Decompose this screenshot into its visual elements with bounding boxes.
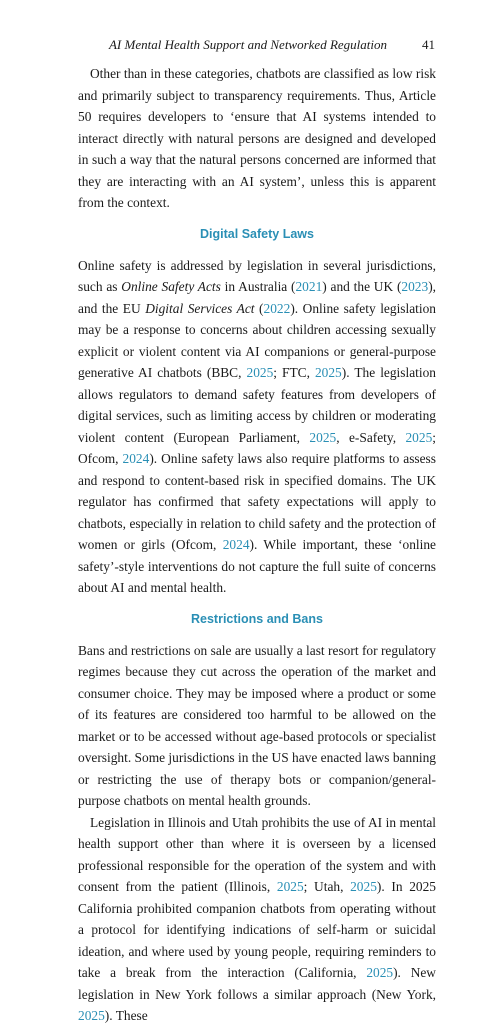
citation-link[interactable]: 2025 [405,429,433,445]
section-heading-digital-safety-laws: Digital Safety Laws [200,226,314,241]
section-heading-restrictions-and-bans: Restrictions and Bans [191,611,323,626]
body-text [78,63,436,1027]
paragraph: Legislation in Illinois and Utah prohibits the use of AI in mental health support other than where it is overseen by a licensed professional responsible for the operation of the system and with consent from the patient (Illinois, 2025; Utah, 2025). In 2025 California prohibited companion chatbots from operating without a protocol for identifying indications of self-harm or suicidal ideation, and where used by young people, requiring reminders to take a break from the interaction (California, 2025). New legislation in New York follows a similar approach (New York, 2025). These [78,814,436,1023]
citation-link[interactable]: 2025 [246,365,274,380]
law-title: Digital Services Act [145,300,255,316]
paragraph: Online safety is addressed by legislation in several jurisdictions, such as Online Safety Acts in Australia (2021) and the UK (2023), and the EU Digital Services Act (2022). Online safety legislation may be a response to concerns about children accessing sexually explicit or violent content via AI companions or general-purpose generative AI chatbots (BBC, 2025; FTC, 2025). The legislation allows regulators to demand safety features from developers of digital services, such as limiting access by children or moderating violent content (European Parliament, 2025, e-Safety, 2025; Ofcom, 2024). Online safety laws also require platforms to assess and respond to content-based risk in specified domains. The UK regulator has confirmed that safety expectations will apply to chatbots, especially in relation to child safety and the protection of women or girls (Ofcom, 2024). While important, these ‘online safety’-style interventions do not capture the full suite of concerns about AI and mental health. [78,257,437,595]
citation-link[interactable]: 2025 [309,429,337,445]
citation-link[interactable]: 2025 [350,879,377,894]
paragraph: Other than in these categories, chatbots are classified as low risk and primarily subject to transparency requirements. Thus, Article 50 requires developers to ‘ensure that AI systems intended to interact directly with natural persons are designed and developed in such a way that the natural persons concerned are informed that they are interacting with an AI system’, unless this is apparent from the context. [78,66,436,210]
citation-link[interactable]: 2022 [263,300,291,316]
citation-link[interactable]: 2025 [314,365,342,380]
citation-link[interactable]: 2023 [401,279,429,294]
citation-link[interactable]: 2021 [295,279,323,294]
paragraph: Bans and restrictions on sale are usually a last resort for regulatory regimes because they cut across the operation of the market and consumer choice. They may be imposed where a product or some of its features are considered too harmful to be allowed on the market or to be accessed without age-based protocols or specialist oversight. Some jurisdictions in the US have enacted laws banning or restricting the use of therapy bots or companion/general-purpose chatbots on mental health grounds. [78,642,436,808]
law-title: Online Safety Acts [121,279,221,294]
citation-link[interactable]: 2024 [222,537,250,552]
citation-link[interactable]: 2025 [78,1008,105,1023]
citation-link[interactable]: 2024 [122,451,150,466]
running-head-title: AI Mental Health Support and Networked Regulation [108,37,387,52]
citation-link[interactable]: 2025 [366,965,394,980]
citation-link[interactable]: 2025 [276,879,304,894]
page-number: 41 [422,37,435,52]
